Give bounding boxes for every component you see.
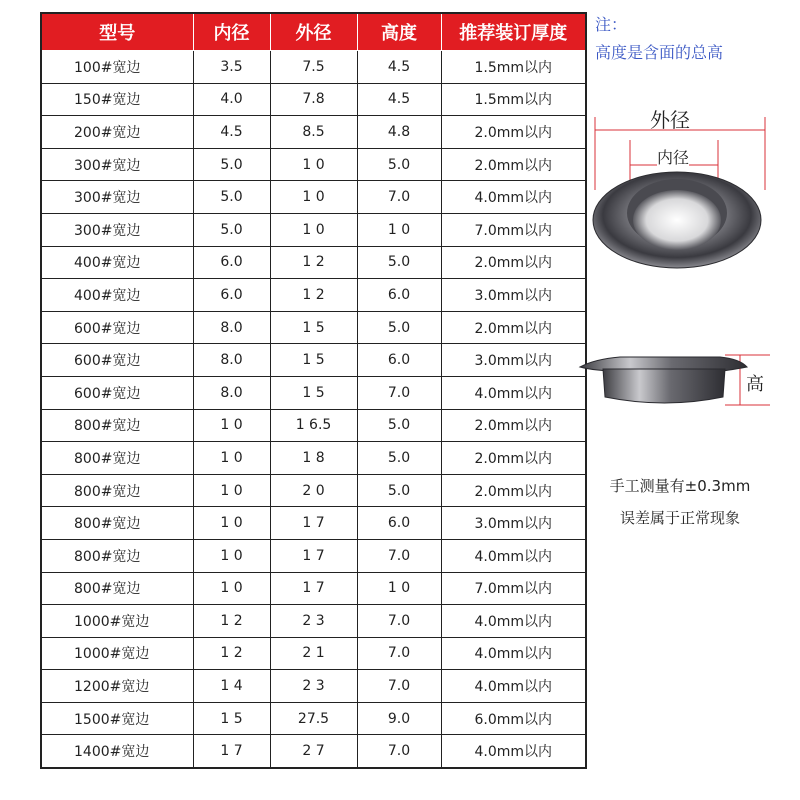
table-cell: 400#宽边 — [41, 246, 193, 279]
table-cell: 600#宽边 — [41, 344, 193, 377]
table-cell: 1 0 — [193, 442, 270, 475]
table-cell: 800#宽边 — [41, 539, 193, 572]
table-row — [41, 572, 586, 605]
table-cell: 5.0 — [357, 474, 441, 507]
table-cell: 6.0 — [357, 344, 441, 377]
table-cell: 6.0 — [357, 279, 441, 312]
table-cell: 3.0mm以内 — [441, 279, 586, 312]
table-cell: 4.0mm以内 — [441, 670, 586, 703]
table-cell: 800#宽边 — [41, 474, 193, 507]
table-cell: 4.0mm以内 — [441, 637, 586, 670]
table-cell: 4.0mm以内 — [441, 376, 586, 409]
table-cell: 1 4 — [193, 670, 270, 703]
table-row — [41, 51, 586, 84]
table-row — [41, 311, 586, 344]
table-cell: 5.0 — [193, 213, 270, 246]
table-row — [41, 116, 586, 149]
table-cell: 8.0 — [193, 311, 270, 344]
table-body — [41, 51, 586, 768]
table-cell: 1 0 — [193, 539, 270, 572]
table-cell: 1 8 — [270, 442, 357, 475]
measurement-remark-line2: 误差属于正常现象 — [619, 509, 740, 527]
table-cell: 1 7 — [270, 539, 357, 572]
table-cell: 2 3 — [270, 670, 357, 703]
table-cell: 1 0 — [270, 181, 357, 214]
table-cell: 3.0mm以内 — [441, 344, 586, 377]
table-cell: 1 0 — [193, 474, 270, 507]
table-cell: 7.8 — [270, 83, 357, 116]
table-cell: 1200#宽边 — [41, 670, 193, 703]
table-cell: 4.5 — [193, 116, 270, 149]
table-cell: 4.0mm以内 — [441, 181, 586, 214]
table-cell: 9.0 — [357, 702, 441, 735]
table-cell: 1 0 — [193, 409, 270, 442]
table-cell: 1 0 — [270, 213, 357, 246]
table-cell: 5.0 — [357, 442, 441, 475]
table-cell: 600#宽边 — [41, 311, 193, 344]
note-text: 高度是含面的总高 — [595, 43, 724, 62]
table-cell: 1 2 — [270, 246, 357, 279]
table-cell: 7.0mm以内 — [441, 213, 586, 246]
table-cell: 2 0 — [270, 474, 357, 507]
table-cell: 2.0mm以内 — [441, 474, 586, 507]
table-cell: 4.5 — [357, 51, 441, 84]
inner-diameter-label: 内径 — [657, 145, 689, 168]
table-cell: 300#宽边 — [41, 148, 193, 181]
table-cell: 1 7 — [270, 507, 357, 540]
table-cell: 7.5 — [270, 51, 357, 84]
table-cell: 1.5mm以内 — [441, 83, 586, 116]
table-cell: 2 3 — [270, 605, 357, 638]
table-cell: 1 5 — [270, 376, 357, 409]
column-header: 高度 — [357, 13, 441, 51]
table-cell: 4.0mm以内 — [441, 539, 586, 572]
table-cell: 200#宽边 — [41, 116, 193, 149]
table-cell: 4.8 — [357, 116, 441, 149]
column-header: 外径 — [270, 13, 357, 51]
table-row — [41, 279, 586, 312]
table-cell: 2 7 — [270, 735, 357, 768]
table-row — [41, 539, 586, 572]
table-cell: 1 5 — [193, 702, 270, 735]
table-cell: 1 0 — [193, 507, 270, 540]
table-row — [41, 670, 586, 703]
table-cell: 150#宽边 — [41, 83, 193, 116]
table-cell: 5.0 — [193, 181, 270, 214]
table-row — [41, 637, 586, 670]
table-cell: 2.0mm以内 — [441, 246, 586, 279]
table-cell: 1 0 — [270, 148, 357, 181]
table-cell: 100#宽边 — [41, 51, 193, 84]
table-cell: 6.0 — [193, 279, 270, 312]
table-cell: 4.0mm以内 — [441, 605, 586, 638]
table-row — [41, 507, 586, 540]
table-cell: 8.0 — [193, 376, 270, 409]
table-row — [41, 376, 586, 409]
table-cell: 1 6.5 — [270, 409, 357, 442]
table-cell: 1 0 — [193, 572, 270, 605]
column-header: 型号 — [41, 13, 193, 51]
table-cell: 5.0 — [193, 148, 270, 181]
table-cell: 2.0mm以内 — [441, 442, 586, 475]
table-cell: 1 2 — [193, 637, 270, 670]
table-row — [41, 442, 586, 475]
table-row — [41, 246, 586, 279]
table-cell: 1 7 — [193, 735, 270, 768]
table-cell: 5.0 — [357, 246, 441, 279]
table-cell: 3.0mm以内 — [441, 507, 586, 540]
table-row — [41, 409, 586, 442]
table-row — [41, 605, 586, 638]
table-cell: 1 5 — [270, 311, 357, 344]
table-cell: 1 0 — [357, 572, 441, 605]
table-cell: 2.0mm以内 — [441, 409, 586, 442]
table-cell: 4.0 — [193, 83, 270, 116]
table-cell: 27.5 — [270, 702, 357, 735]
table-cell: 6.0 — [357, 507, 441, 540]
table-cell: 7.0mm以内 — [441, 572, 586, 605]
eyelet-side-view — [575, 345, 775, 415]
outer-diameter-label: 外径 — [650, 108, 690, 132]
table-cell: 1 5 — [270, 344, 357, 377]
table-cell: 7.0 — [357, 539, 441, 572]
table-cell: 800#宽边 — [41, 442, 193, 475]
table-cell: 300#宽边 — [41, 181, 193, 214]
table-cell: 5.0 — [357, 148, 441, 181]
table-row — [41, 83, 586, 116]
table-cell: 2.0mm以内 — [441, 148, 586, 181]
measurement-remark-line1: 手工测量有±0.3mm — [609, 477, 751, 495]
table-cell: 2.0mm以内 — [441, 311, 586, 344]
table-cell: 1.5mm以内 — [441, 51, 586, 84]
table-row — [41, 213, 586, 246]
table-header-row — [41, 13, 586, 51]
table-cell: 800#宽边 — [41, 409, 193, 442]
column-header: 内径 — [193, 13, 270, 51]
table-cell: 7.0 — [357, 181, 441, 214]
table-cell: 8.5 — [270, 116, 357, 149]
table-cell: 300#宽边 — [41, 213, 193, 246]
table-cell: 7.0 — [357, 637, 441, 670]
table-cell: 7.0 — [357, 605, 441, 638]
table-cell: 1500#宽边 — [41, 702, 193, 735]
table-cell: 800#宽边 — [41, 572, 193, 605]
table-cell: 1000#宽边 — [41, 605, 193, 638]
table-cell: 7.0 — [357, 735, 441, 768]
table-cell: 7.0 — [357, 376, 441, 409]
table-cell: 1 7 — [270, 572, 357, 605]
table-cell: 5.0 — [357, 409, 441, 442]
table-cell: 600#宽边 — [41, 376, 193, 409]
height-label: 高 — [746, 370, 764, 396]
table-cell: 7.0 — [357, 670, 441, 703]
table-cell: 5.0 — [357, 311, 441, 344]
table-cell: 1 2 — [193, 605, 270, 638]
table-row — [41, 474, 586, 507]
table-cell: 800#宽边 — [41, 507, 193, 540]
table-cell: 6.0 — [193, 246, 270, 279]
table-cell: 6.0mm以内 — [441, 702, 586, 735]
spec-table — [40, 12, 587, 769]
table-cell: 2 1 — [270, 637, 357, 670]
table-row — [41, 735, 586, 768]
table-cell: 1 0 — [357, 213, 441, 246]
note-title: 注： — [595, 15, 628, 34]
table-cell: 3.5 — [193, 51, 270, 84]
table-cell: 4.5 — [357, 83, 441, 116]
table-row — [41, 181, 586, 214]
table-row — [41, 148, 586, 181]
table-cell: 1 2 — [270, 279, 357, 312]
table-cell: 4.0mm以内 — [441, 735, 586, 768]
table-cell: 8.0 — [193, 344, 270, 377]
column-header: 推荐装订厚度 — [441, 13, 586, 51]
table-row — [41, 702, 586, 735]
table-cell: 2.0mm以内 — [441, 116, 586, 149]
table-cell: 1400#宽边 — [41, 735, 193, 768]
table-cell: 400#宽边 — [41, 279, 193, 312]
table-cell: 1000#宽边 — [41, 637, 193, 670]
table-row — [41, 344, 586, 377]
